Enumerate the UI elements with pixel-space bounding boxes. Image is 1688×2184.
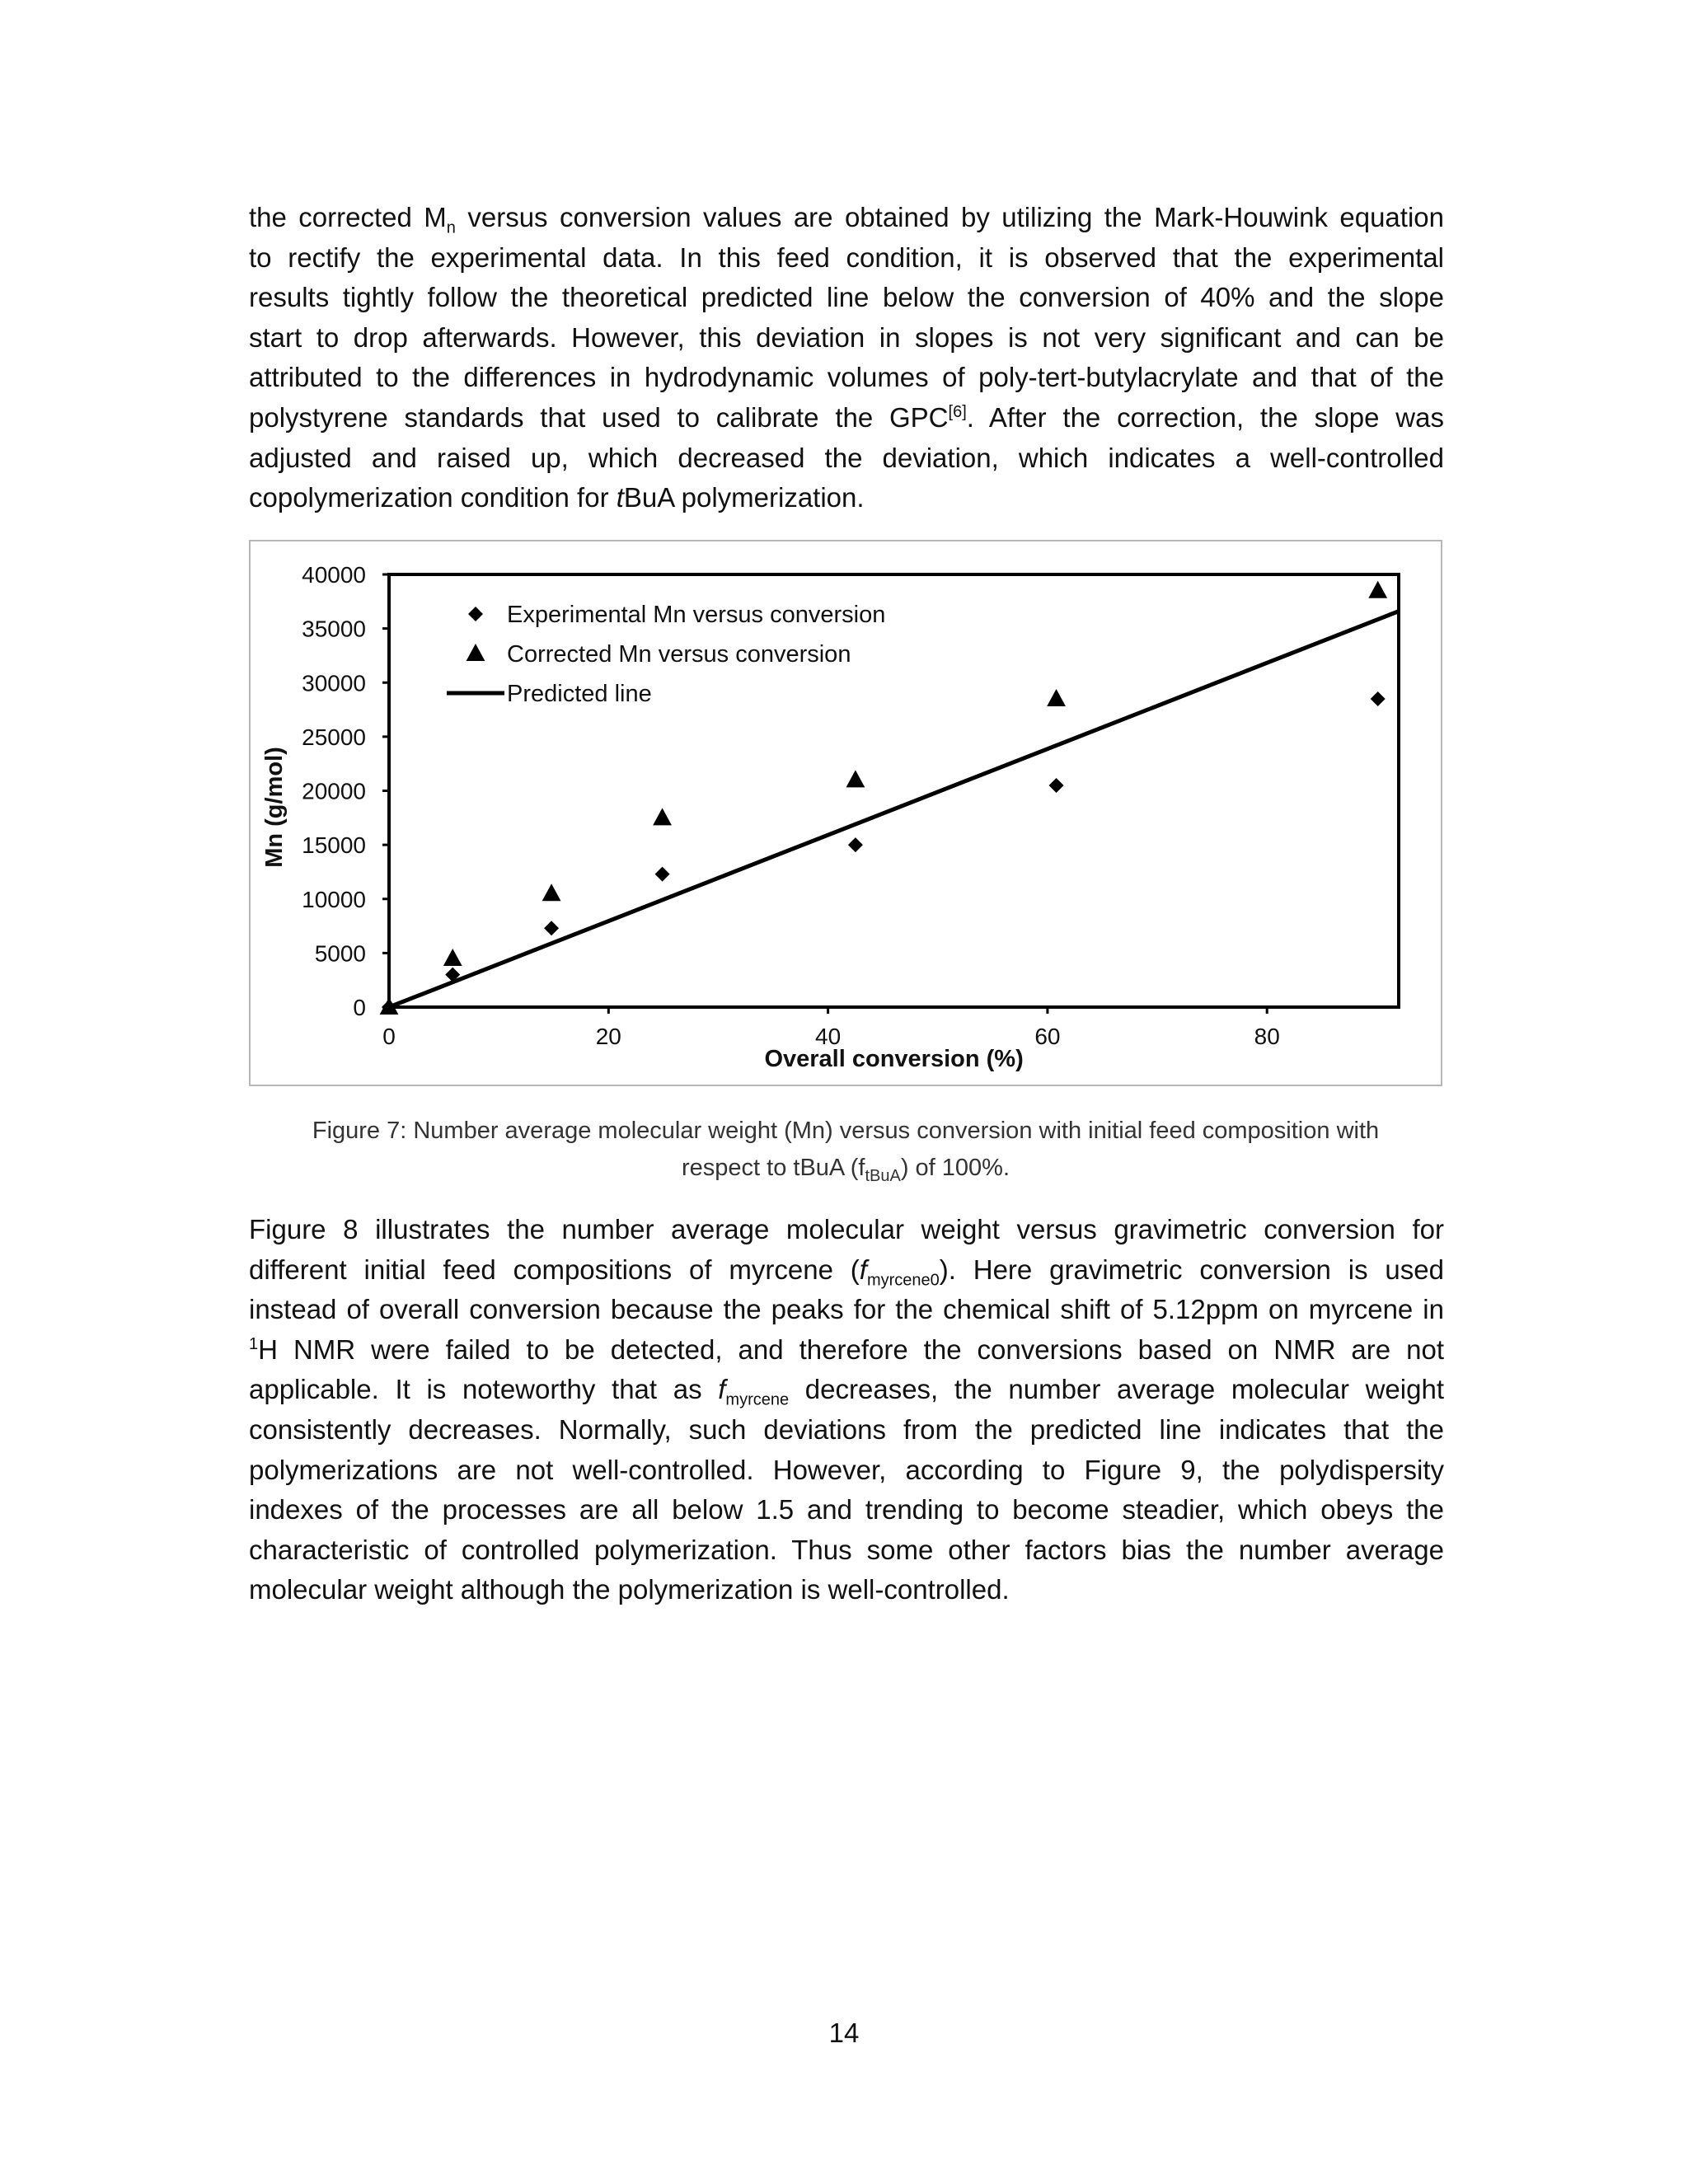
text-line: instead of overall conversion because the peaks for the chemical shift of 5.12ppm on myrcene in [249,1294,1444,1325]
legend-label: Experimental Mn versus conversion [507,602,886,628]
y-tick-label: 5000 [314,940,366,967]
figure-caption [249,1113,1442,1187]
legend-triangle-marker [467,644,485,661]
legend-label: Predicted line [507,681,652,707]
text-line: adjusted and raised up, which decreased the deviation, which indicates a well-controlled [249,442,1444,473]
legend-diamond-marker [468,607,483,621]
experimental-point [544,921,559,935]
text-line: polystyrene standards that used to calibrate the GPC[6]. After the correction, the slope was [249,401,1444,433]
y-tick-label: 35000 [302,616,366,642]
x-tick-label: 20 [595,1024,621,1049]
corrected-point [1368,581,1387,598]
experimental-point [655,867,670,882]
y-axis-title: Mn (g/mol) [261,747,288,868]
corrected-point [1047,689,1066,706]
page-number: 14 [828,2018,860,2048]
text-line: copolymerization condition for tBuA polymerization. [249,482,865,513]
y-tick-label: 0 [353,995,366,1020]
predicted-line [389,612,1399,1007]
x-tick-label: 80 [1254,1024,1280,1049]
experimental-point [1049,778,1064,793]
y-tick-label: 40000 [302,562,366,588]
text-line: indexes of the processes are all below 1.5 and trending to become steadier, which obeys the [249,1494,1444,1526]
text-line: applicable. It is noteworthy that as $f_{myrcene}$ decreases, the number average molecular weight [249,1374,1444,1409]
caption-line-2: respect to tBuA $(f_{tBuA})$ of 100%. [682,1155,1010,1185]
text-line: different initial feed compositions of myrcene $(f_{myrcene0})$. Here gravimetric conversion is used [249,1254,1444,1290]
experimental-point [848,837,863,852]
y-tick-label: 10000 [302,886,366,912]
text-line: molecular weight although the polymerization is well-controlled. [249,1574,1010,1605]
paragraph-1 [249,198,1444,518]
corrected-point [542,883,561,901]
text-line: to rectify the experimental data. In this feed condition, it is observed that the experimental [249,241,1444,273]
text-line: attributed to the differences in hydrodynamic volumes of poly-tert-butylacrylate and that of the [249,362,1444,393]
text-line: the corrected $M_n$ versus conversion values are obtained by utilizing the Mark-Houwink equation [249,202,1444,237]
paragraph-2 [249,1210,1444,1610]
text-line: $^1$H NMR were failed to be detected, and therefore the conversions based on NMR are not [249,1333,1444,1365]
text-line: consistently decreases. Normally, such deviations from the predicted line indicates that the [249,1413,1444,1445]
legend-label: Corrected Mn versus conversion [507,641,851,668]
text-line: characteristic of controlled polymerization. Thus some other factors bias the number average [249,1534,1444,1565]
x-axis-title: Overall conversion (%) [764,1046,1024,1072]
mn-vs-conversion-chart [249,540,1442,1086]
text-line: results tightly follow the theoretical predicted line below the conversion of 40% and the slope [249,282,1444,313]
corrected-point [653,808,672,825]
experimental-point [1371,691,1386,706]
x-tick-label: 40 [815,1024,842,1049]
y-tick-label: 20000 [302,778,366,804]
text-line: start to drop afterwards. However, this deviation in slopes is not very significant and can be [249,321,1444,353]
plot-area-border [389,574,1399,1007]
y-tick-label: 30000 [302,670,366,696]
text-line: Figure 8 illustrates the number average molecular weight versus gravimetric conversion for [249,1214,1444,1244]
text-line: polymerizations are not well-controlled. However, according to Figure 9, the polydispersity [249,1454,1444,1485]
caption-line-1: Figure 7: Number average molecular weight (Mn) versus conversion with initial feed composition with [312,1118,1380,1144]
corrected-point [846,770,865,787]
y-tick-label: 25000 [302,724,366,750]
x-tick-label: 60 [1034,1024,1061,1049]
y-tick-label: 15000 [302,832,366,859]
x-tick-label: 0 [382,1024,396,1049]
corrected-point [443,949,462,966]
